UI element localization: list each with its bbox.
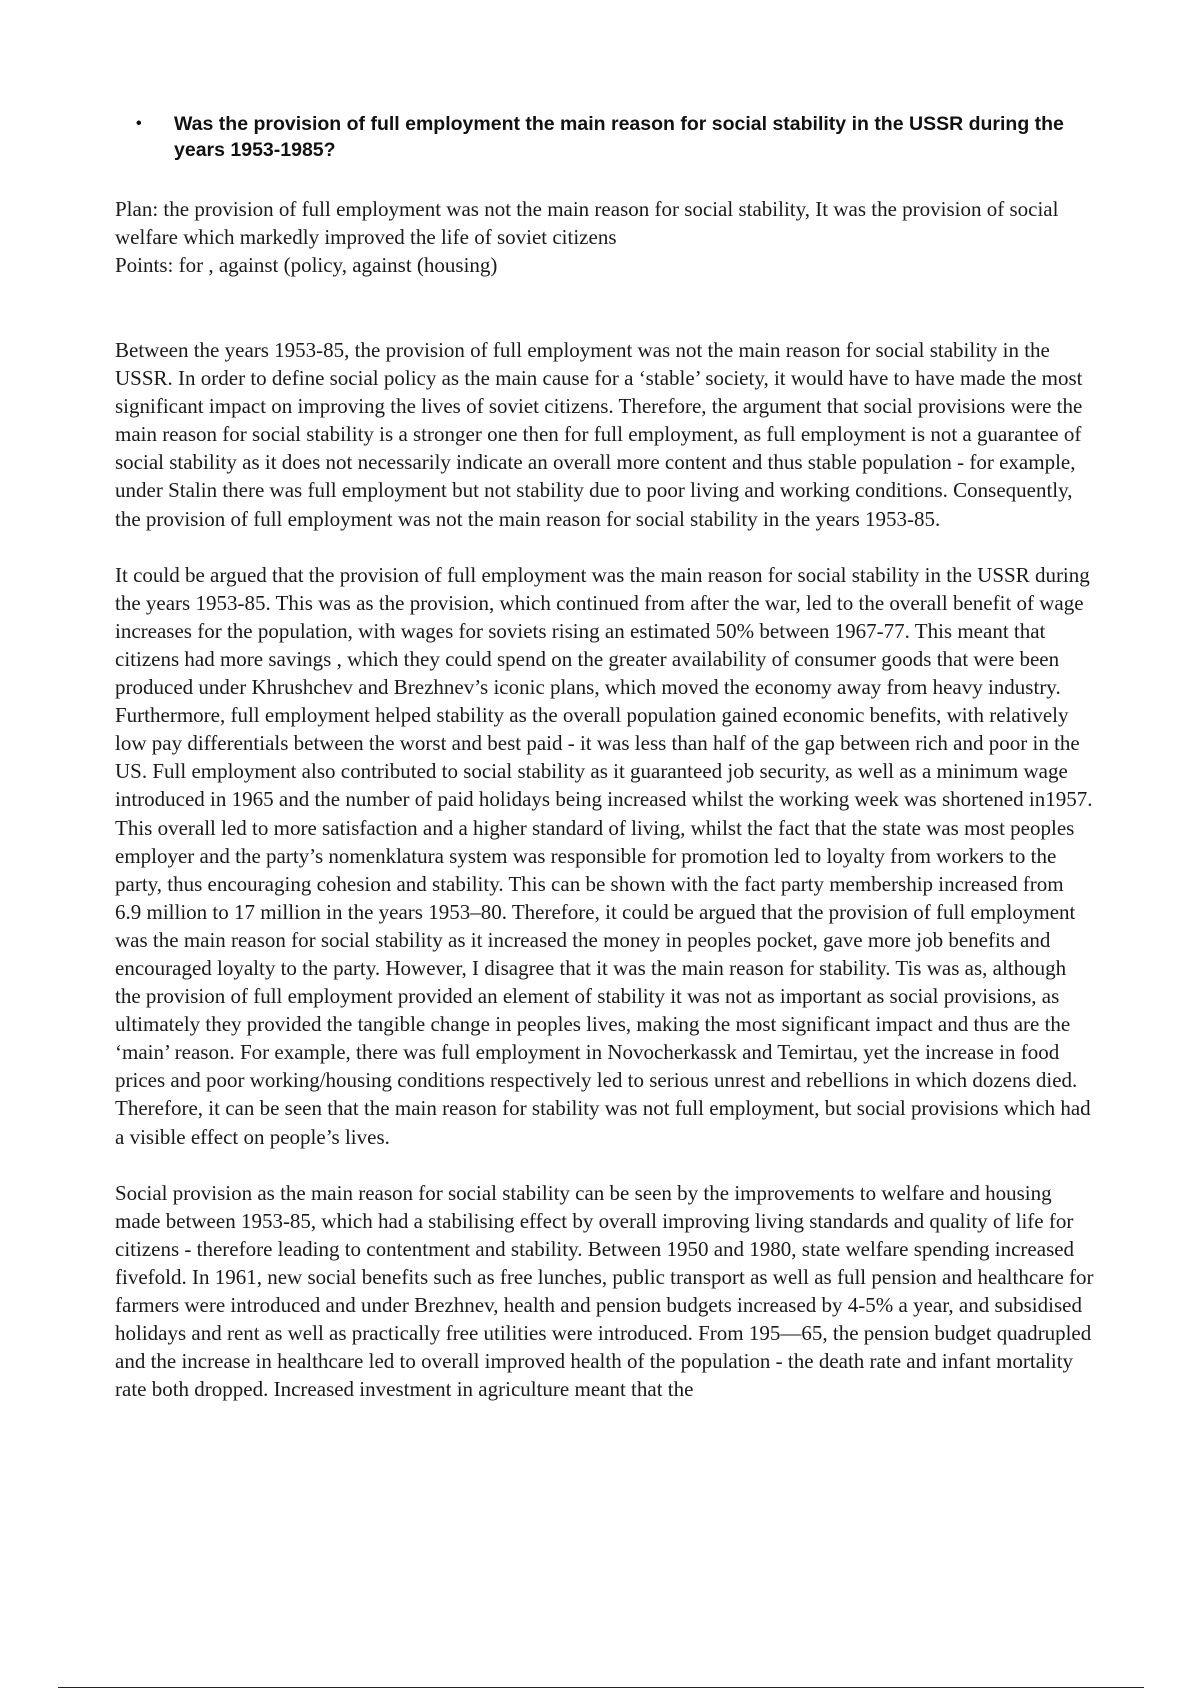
paragraph-introduction: Between the years 1953-85, the provision of full employment was not the main reason for social stability in the USSR. In order to define social policy as the main cause for a ‘stable’ society, it would have to have made the most significant impact on improving the lives of soviet citizens. Therefore, the argument that social provisions were the main reason for social stability is a stronger one then for full employment, as full employment is not a guarantee of social stability as it does not necessarily indicate an overall more content and thus stable population - for example, under Stalin there was full employment but not stability due to poor living and working conditions. Consequently, the provision of full employment was not the main reason for social stability in the years 1953-85.: [115, 338, 1083, 531]
essay-question: [136, 111, 1096, 163]
paragraph-social-provision: Social provision as the main reason for social stability can be seen by the improvements to welfare and housing made between 1953-85, which had a stabilising effect by overall improving living standards and quality of life for citizens - therefore leading to contentment and stability. Between 1950 and 1980, state welfare spending increased fivefold. In 1961, new social benefits such as free lunches, public transport as well as full pension and healthcare for farmers were introduced and under Brezhnev, health and pension budgets increased by 4-5% a year, and subsidised holidays and rent as well as practically free utilities were introduced. From 195—65, the pension budget quadrupled and the increase in healthcare led to overall improved health of the population - the death rate and infant mortality rate both dropped. Increased investment in agriculture meant that the: [115, 1180, 1094, 1402]
essay-question-text: Was the provision of full employment the main reason for social stability in the USSR during the years 1953-1985?: [174, 113, 1064, 161]
points-line: Points: for , against (policy, against (housing): [115, 253, 498, 277]
paragraph-full-employment: It could be argued that the provision of full employment was the main reason for social stability in the USSR during the years 1953-85. This was as the provision, which continued from after the war, led to the overall benefit of wage increases for the population, with wages for soviets rising an estimated 50% between 1967-77. This meant that citizens had more savings , which they could spend on the greater availability of consumer goods that were been produced under Khrushchev and Brezhnev’s iconic plans, which moved the economy away from heavy industry. Furthermore, full employment helped stability as the overall population gained economic benefits, with relatively low pay differentials between the worst and best paid - it was less than half of the gap between rich and poor in the US. Full employment also contributed to social stability as it guaranteed job security, as well as a minimum wage introduced in 1965 and the number of paid holidays being increased whilst the working week was shortened in1957. This overall led to more satisfaction and a higher standard of living, whilst the fact that the state was most peoples employer and the party’s nomenklatura system was responsible for promotion led to loyalty from workers to the party, thus encouraging cohesion and stability. This can be shown with the fact party membership increased from 6.9 million to 17 million in the years 1953–80. Therefore, it could be argued that the provision of full employment was the main reason for social stability as it increased the money in peoples pocket, gave more job benefits and encouraged loyalty to the party. However, I disagree that it was the main reason for stability. Tis was as, although the provision of full employment provided an element of stability it was not as important as social provisions, as ultimately they provided the tangible change in peoples lives, making the most significant impact and thus are the ‘main’ reason. For example, there was full employment in Novocherkassk and Temirtau, yet the increase in food prices and poor working/housing conditions respectively led to serious unrest and rebellions in which dozens died. Therefore, it can be seen that the main reason for stability was not full employment, but social provisions which had a visible effect on people’s lives.: [115, 562, 1093, 1149]
plan-line: Plan: the provision of full employment was not the main reason for social stability, It was the provision of social welfare which markedly improved the life of soviet citizens: [115, 197, 1059, 249]
bullet-icon: •: [136, 115, 142, 132]
essay-plan: [115, 195, 1095, 279]
essay-body: [115, 336, 1095, 1431]
footer-divider: [58, 1687, 1144, 1688]
